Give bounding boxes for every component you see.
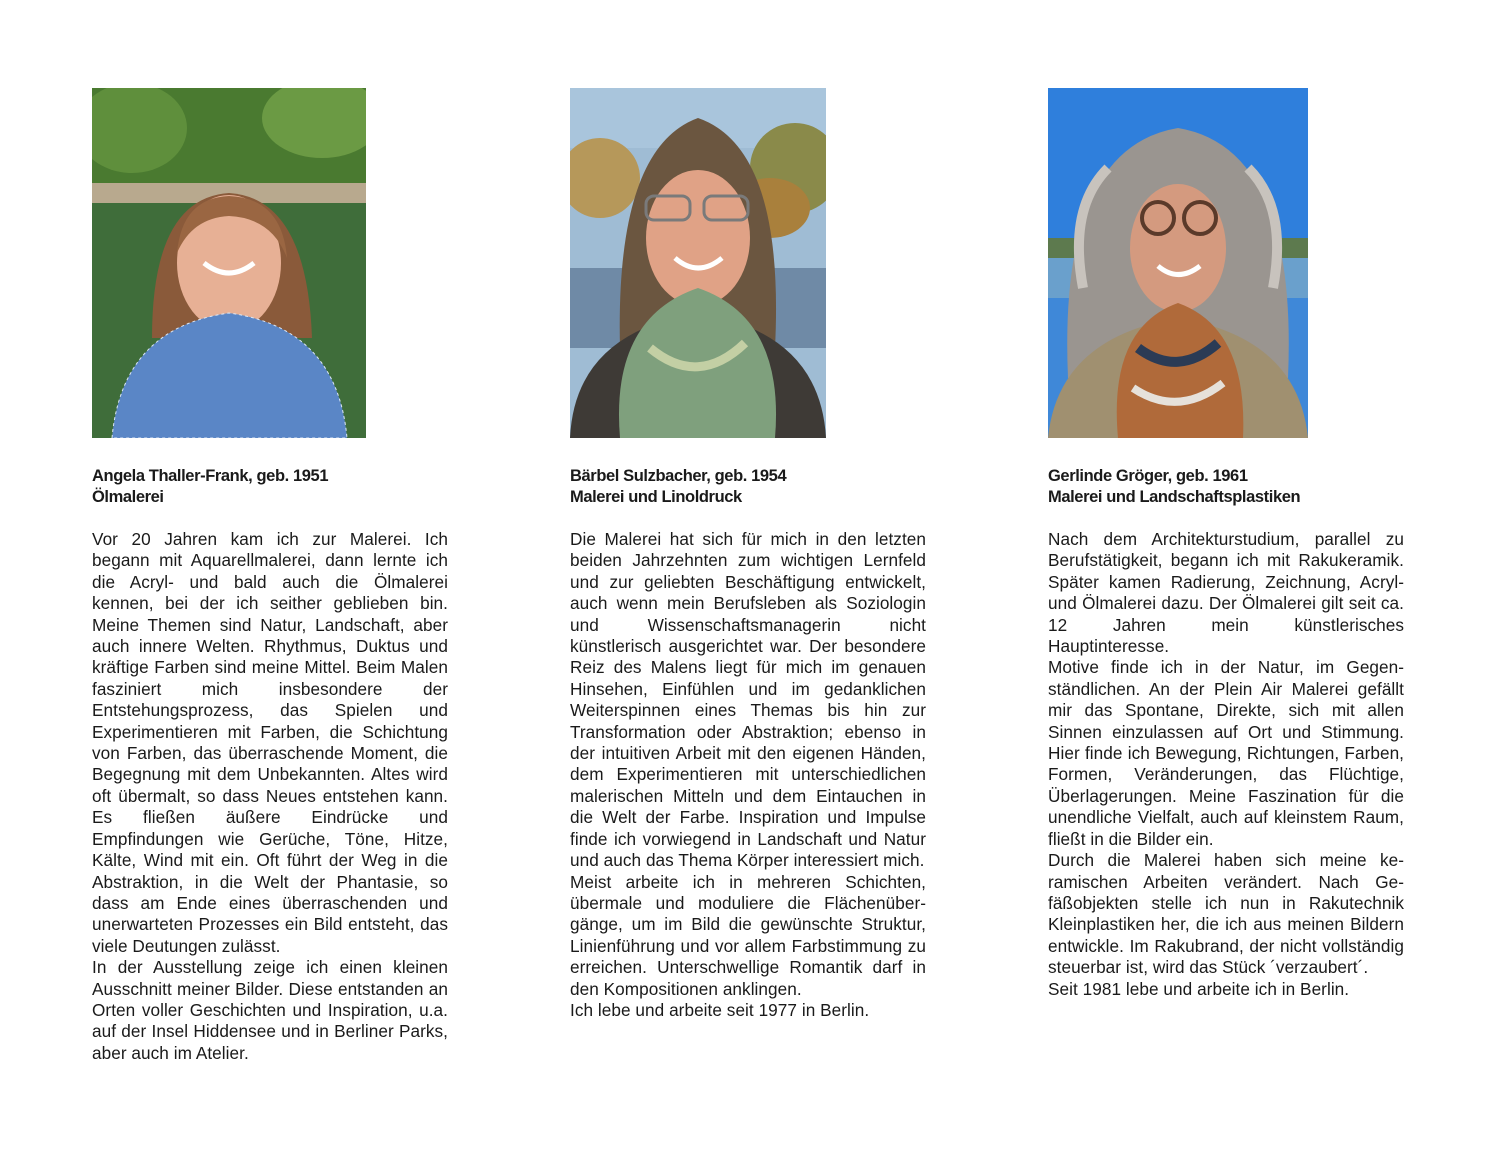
artist-bio: [92, 529, 448, 1064]
artist-column-gerlinde: [1048, 88, 1404, 1000]
artist-column-angela: [92, 88, 448, 1064]
artist-name: Angela Thaller-Frank, geb. 1951: [92, 467, 329, 485]
bio-paragraph: Ich lebe und arbeite seit 1977 in Berlin.: [570, 999, 870, 1020]
bio-paragraph: Meist arbeite ich in mehreren Schichten, übermale und moduliere die Flächenübergänge, um im Bild die gewünschte Struktur, Linienführung und vor allem Farbstimmung zu erreichen. Unterschwellige Romantik darf in den Kompositionen anklingen.: [570, 871, 926, 999]
bio-paragraph: Vor 20 Jahren kam ich zur Malerei. Ich begann mit Aquarellmalerei, dann lernte ich die Acryl- und bald auch die Ölmalerei kennen, bei der ich seither geblieben bin. Meine Themen sind Natur, Landschaft, aber auch innere Welten. Rhythmus, Duktus und kräftige Farben sind meine Mittel. Beim Malen fasziniert mich insbesondere der Entstehungsprozess, das Spielen und Experimentieren mit Farben, die Schichtung von Farben, das überraschende Moment, die Begegnung mit dem Unbekannten. Altes wird oft übermalt, so dass Neues entstehen kann. Es fließen äußere Eindrücke und Empfindungen wie Gerüche, Töne, Hitze, Kälte, Wind mit ein. Oft führt der Weg in die Abstraktion, in die Welt der Phantasie, so dass am Ende eines überraschenden und unerwarteten Prozesses ein Bild entsteht, das viele Deutungen zulässt.: [92, 529, 448, 956]
artist-name: Gerlinde Gröger, geb. 1961: [1048, 467, 1248, 485]
artist-bio: [1048, 529, 1404, 1000]
portrait-baerbel-sulzbacher: [570, 88, 826, 438]
bio-paragraph: Seit 1981 lebe und arbeite ich in Berlin.: [1048, 978, 1350, 999]
portrait-photo-icon: [92, 88, 366, 438]
artist-name: Bärbel Sulzbacher, geb. 1954: [570, 467, 787, 485]
portrait-gerlinde-groeger: [1048, 88, 1308, 438]
artist-medium: Malerei und Linoldruck: [570, 488, 742, 506]
portrait-photo-icon: [1048, 88, 1308, 438]
portrait-photo-icon: [570, 88, 826, 438]
artist-bio: [570, 529, 926, 1021]
artist-medium: Malerei und Landschaftsplastiken: [1048, 488, 1301, 506]
bio-paragraph: Nach dem Architekturstudium, parallel zu Berufstätigkeit, begann ich mit Rakukeramik. Später kamen Radierung, Zeichnung, Acryl- und Ölmalerei dazu. Der Ölmalerei gilt seit ca. 12 Jahren mein künstlerisches Hauptinteresse.: [1048, 529, 1404, 657]
bio-paragraph: In der Ausstellung zeige ich einen kleinen Ausschnitt meiner Bilder. Diese entstanden an Orten voller Geschichten und Inspiration, u.a. auf der Insel Hiddensee und in Berliner Parks, aber auch im Atelier.: [92, 957, 448, 1063]
bio-paragraph: Durch die Malerei haben sich meine keramischen Arbeiten verändert. Nach Gefäßobjekten stelle ich nun in Rakutechnik Kleinplastiken her, die ich aus meinen Bildern entwickle. Im Rakubrand, der nicht vollständig steuerbar ist, wird das Stück ´verzaubert´.: [1048, 850, 1404, 978]
artist-column-baerbel: [570, 88, 926, 1021]
bio-paragraph: Motive finde ich in der Natur, im Gegenständlichen. An der Plein Air Malerei gefällt mir das Spontane, Direkte, sich mit allen Sinnen einzulassen auf Ort und Stimmung. Hier finde ich Bewegung, Richtungen, Farben, Formen, Veränderungen, das Flüchtige, Überlagerungen. Meine Faszination für die unendliche Vielfalt, auch auf kleinstem Raum, fließt in die Bilder ein.: [1048, 657, 1404, 849]
bio-paragraph: Die Malerei hat sich für mich in den letzten beiden Jahrzehnten zum wichtigen Lernfeld und zur geliebten Beschäftigung entwickelt, auch wenn mein Berufsleben als Soziologin und Wissenschaftsmanagerin nicht künstlerisch ausgerichtet war. Der besondere Reiz des Malens liegt für mich im genauen Hinsehen, Einfühlen und im gedanklichen Weiterspinnen eines Themas bis hin zur Transformation oder Abstraktion; ebenso in der intuitiven Arbeit mit den eigenen Händen, dem Experimentieren mit unterschiedlichen malerischen Mitteln und dem Eintauchen in die Welt der Farbe. Inspiration und Impulse finde ich vorwiegend in Landschaft und Natur und auch das Thema Körper interessiert mich.: [570, 529, 926, 871]
artist-medium: Ölmalerei: [92, 488, 164, 506]
portrait-angela-thaller-frank: [92, 88, 366, 438]
